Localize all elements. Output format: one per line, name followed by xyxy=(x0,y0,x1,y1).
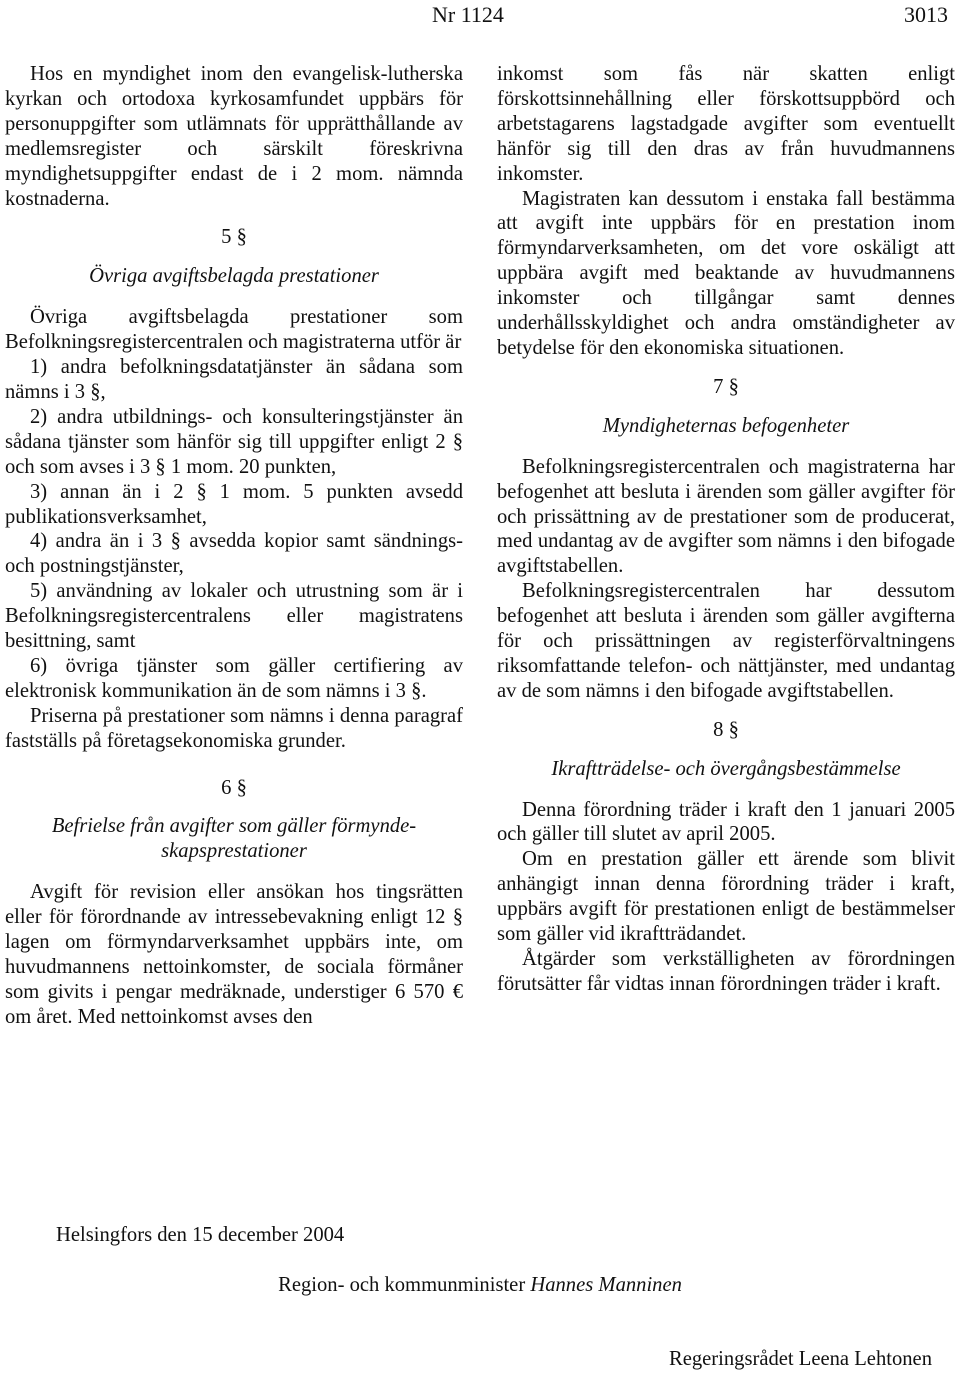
page-header xyxy=(0,0,960,30)
intro-paragraph: Hos en myndighet inom den evangelisk-lutherska kyrkan och ortodoxa kyrkosamfundet uppbärs för personuppgifter som utlämnats för upprätthållande av medlemsregister och särskilt föreskrivna myndighetsuppgifter endast de i 2 mom. nämnda kostnaderna. xyxy=(5,63,463,210)
section-8-paragraph-2: Om en prestation gäller ett ärende som blivit anhängigt innan denna förordning träder i kraft, uppbärs avgift för prestationen enligt de bestämmelser som gäller vid ikraftträdandet. xyxy=(497,848,955,946)
minister-signature xyxy=(0,1274,960,1297)
section-7-paragraph-1: Befolkningsregistercentralen och magistraterna har befogenhet att besluta i ärenden som gäller avgifter för och prissättning av de prestationer som de producerat, med undantag av de avgifter som nämns i den bifogade avgiftstabellen. xyxy=(497,455,955,578)
section-7-number: 7 § xyxy=(713,375,739,398)
section-5-intro: Övriga avgiftsbelagda prestationer som Befolkningsregistercentralen och magistraterna utför är xyxy=(5,306,463,354)
section-5-item-3: 3) annan än i 2 § 1 mom. 5 punkten avsedd publikationsverksamhet, xyxy=(5,480,463,528)
place-and-date: Helsingfors den 15 december 2004 xyxy=(56,1224,345,1246)
section-5-item-5: 5) användning av lokaler och utrustning som är i Befolkningsregistercentralens eller magistratens besittning, samt xyxy=(5,580,463,653)
section-5-number: 5 § xyxy=(221,226,247,249)
section-6-title-line-2: skapsprestationer xyxy=(161,840,307,863)
section-5-item-2: 2) andra utbildnings- och konsulteringstjänster än sådana tjänster som hänför sig till uppgifter enligt 2 § och som avses i 3 § 1 mom. 20 punkten, xyxy=(5,405,463,478)
section-5-title: Övriga avgiftsbelagda prestationer xyxy=(89,265,379,288)
minister-name: Hannes Manninen xyxy=(530,1274,682,1296)
section-8-paragraph-3: Åtgärder som verkställigheten av förordningen förutsätter får vidtas innan förordningen träder i kraft. xyxy=(497,948,955,995)
section-5-item-6: 6) övriga tjänster som gäller certifiering av elektronisk kommunikation än de som nämns i 3 §. xyxy=(5,654,463,702)
page-number: 3013 xyxy=(904,2,948,27)
section-6-text: Avgift för revision eller ansökan hos tingsrätten eller för förordnande av intressebevakning enligt 12 § lagen om förmyndarverksamhet uppbärs inte, om huvudmannens nettoinkomster, de sociala förmåner som givits i pengar medräknade, understiger 6 570 € om året. Med nettoinkomst avses den xyxy=(5,881,463,1028)
section-7-paragraph-2: Befolkningsregistercentralen har dessutom befogenhet att besluta i ärenden som gäller avgifterna för och prissättningen av registerförvaltningens riksomfattande telefon- och nättjänster, med undantag av de som nämns i den bifogade avgiftstabellen. xyxy=(497,580,955,702)
minister-role: Region- och kommunminister xyxy=(278,1274,526,1296)
section-5-closing: Priserna på prestationer som nämns i denna paragraf fastställs på företagsekonomiska grunder. xyxy=(5,704,463,752)
left-column xyxy=(5,62,463,1030)
section-8-title: Ikraftträdelse- och övergångsbestämmelse xyxy=(551,757,901,780)
section-7-title: Myndigheternas befogenheter xyxy=(602,414,850,437)
document-number: Nr 1124 xyxy=(432,2,504,27)
section-8-paragraph-1: Denna förordning träder i kraft den 1 januari 2005 och gäller till slutet av april 2005. xyxy=(497,798,955,846)
section-5-item-4: 4) andra än i 3 § avsedda kopior samt sändnings- och postningstjänster, xyxy=(5,530,463,578)
right-column xyxy=(497,62,955,997)
section-5-item-1: 1) andra befolkningsdatatjänster än sådana som nämns i 3 §, xyxy=(5,356,463,403)
section-6-number: 6 § xyxy=(221,776,247,799)
section-6-title-line-1: Befrielse från avgifter som gäller förmynde- xyxy=(51,815,417,838)
section-6-continuation: inkomst som fås när skatten enligt förskottsinnehållning eller förskottsuppbörd och arbetstagarens lagstadgade avgifter som eventuellt hänför sig till den dras av från huvudmannens inkomster. xyxy=(497,63,955,185)
section-8-number: 8 § xyxy=(713,718,739,741)
section-6-title xyxy=(5,814,463,864)
section-6-paragraph-2: Magistraten kan dessutom i enstaka fall bestämma att avgift inte uppbärs för en prestation inom förmyndarverksamheten, om det vore oskäligt att uppbära avgift med beaktande av huvudmannens inkomster och tillgångar samt dennes underhållsskyldighet och andra omständigheter av betydelse för den ekonomiska situationen. xyxy=(497,187,955,359)
counsellor-signature: Regeringsrådet Leena Lehtonen xyxy=(668,1348,932,1370)
